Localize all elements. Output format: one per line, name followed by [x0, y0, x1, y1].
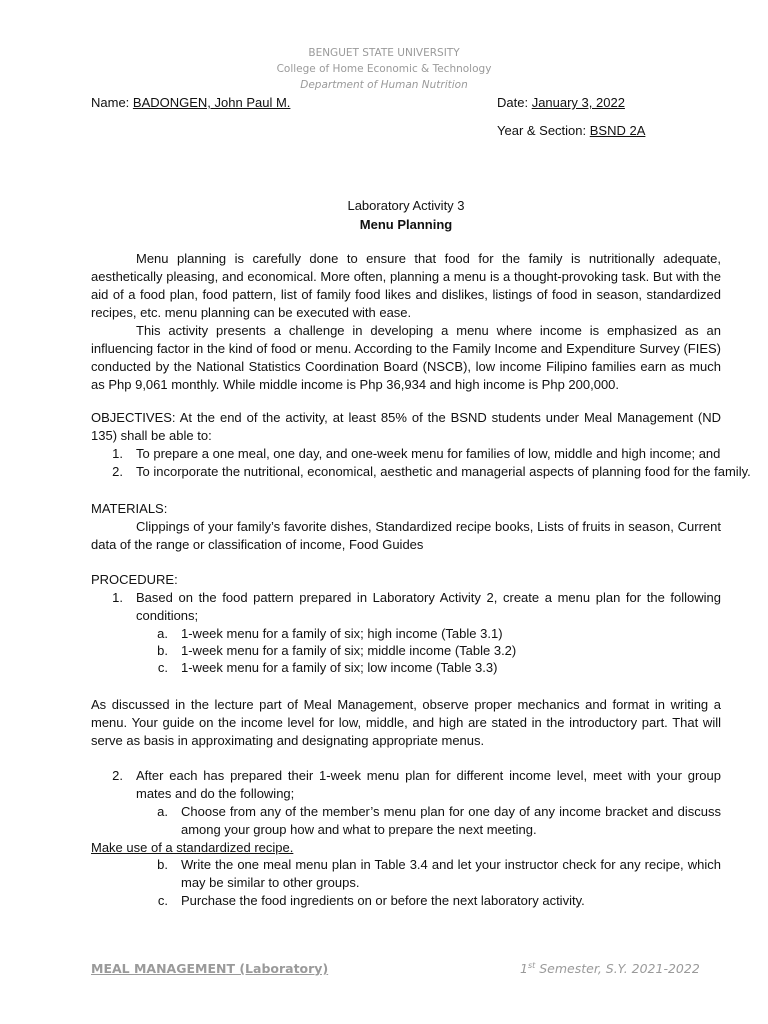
footer-semester: 1st Semester, S.Y. 2021-2022	[520, 961, 700, 977]
procedure-heading: PROCEDURE:	[91, 572, 178, 587]
department-name: Department of Human Nutrition	[300, 79, 468, 91]
standardized-recipe-note: Make use of a standardized recipe.	[91, 840, 294, 855]
name-label: Name:	[91, 95, 133, 110]
date-value: January 3, 2022	[531, 95, 625, 110]
university-name: BENGUET STATE UNIVERSITY	[308, 47, 460, 59]
intro-paragraph-2: This activity presents a challenge in developing a menu where income is emphasized as an influencing factor in the kind of food or menu. According to the Family Income and Expenditure Survey (FIES) conducted by the National Statistics Coordination Board (NSCB), low income Filipino families earn as much as Php 9,061 monthly. While middle income is Php 36,934 and high income is Php 200,000.	[91, 323, 721, 392]
topic-title: Menu Planning	[359, 217, 453, 232]
intro-paragraph-1: Menu planning is carefully done to ensure that food for the family is nutritionally adequate, aesthetically pleasing, and economical. More often, planning a menu is a thought-provoking task. But with the aid of a food plan, food pattern, list of family food likes and dislikes, listings of food in season, standardized recipes, etc. menu planning can be executed with ease.	[91, 251, 721, 320]
date-field	[497, 94, 680, 112]
materials-text: Clippings of your family’s favorite dishes, Standardized recipe books, Lists of fruits in season, Current data of the range or classification of income, Food Guides	[91, 519, 721, 552]
footer-course: MEAL MANAGEMENT (Laboratory)	[91, 961, 329, 976]
materials-heading: MATERIALS:	[91, 501, 168, 516]
date-label: Date:	[497, 95, 532, 110]
activity-title: Laboratory Activity 3	[347, 198, 465, 213]
college-name: College of Home Economic & Technology	[276, 63, 492, 75]
section-field	[497, 122, 682, 140]
name-value: BADONGEN, John Paul M.	[132, 95, 291, 110]
procedure-note: As discussed in the lecture part of Meal Management, observe proper mechanics and format in writing a menu. Your guide on the income level for low, middle, and high are stated in the introductory part. That will serve as basis in approximating and designating appropriate menus.	[91, 697, 721, 748]
section-label: Year & Section:	[497, 123, 590, 138]
name-field	[91, 94, 290, 112]
section-value: BSND 2A	[589, 123, 646, 138]
objectives-intro: OBJECTIVES: At the end of the activity, at least 85% of the BSND students under Meal Management (ND 135) shall be able to:	[91, 410, 721, 443]
